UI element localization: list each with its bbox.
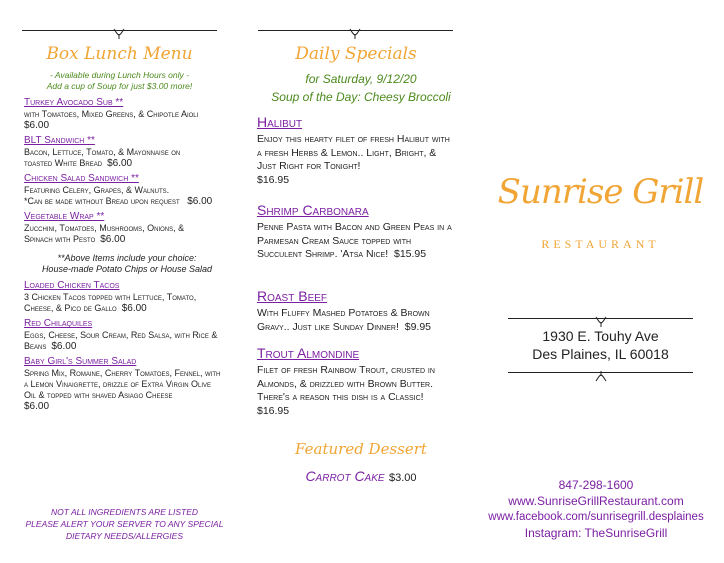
brand-logo: Sunrise Grill	[497, 172, 704, 212]
dish-desc: With Fluffy Mashed Potatoes & Brown Gravy.. Just like Sunday Dinner! $9.95	[257, 307, 432, 333]
allergy-line-1: NOT ALL INGREDIENTS ARE LISTED	[50, 507, 199, 517]
item-desc: Bacon, Lettuce, Tomato, & Mayonnaise on toasted White Bread $6.00	[24, 147, 181, 169]
flourish-icon	[348, 27, 362, 41]
dish-price: $16.95	[257, 173, 290, 186]
specials-date: for Saturday, 9/12/20	[305, 72, 417, 86]
dish-desc: Enjoy this hearty filet of fresh Halibut with a fresh Herbs & Lemon.. Light, Bright, & Just Right for Tonight!	[257, 133, 450, 172]
website-link[interactable]: www.SunriseGrillRestaurant.com	[508, 494, 684, 508]
dessert-line	[256, 468, 466, 486]
brand-tagline: RESTAURANT	[541, 237, 660, 251]
flourish-icon	[594, 315, 608, 329]
special-halibut	[257, 114, 457, 186]
special-trout-almondine	[257, 345, 457, 417]
box-lunch-title: Box Lunch Menu	[46, 44, 193, 64]
box-lunch-item-chicken-salad	[24, 173, 234, 207]
item-name: Loaded Chicken Tacos	[24, 280, 120, 291]
item-price: $6.00	[24, 401, 50, 412]
item-desc: with Tomatoes, Mixed Greens, & Chipotle Aioli	[24, 109, 199, 119]
item-desc: 3 Chicken Tacos topped with Lettuce, Tomato, Cheese, & Pico de Gallo $6.00	[24, 292, 197, 314]
box-lunch-item-turkey	[24, 97, 219, 131]
special-shrimp-carbonara	[257, 202, 457, 262]
specials-title: Daily Specials	[295, 44, 417, 64]
box-lunch-item-blt	[24, 135, 219, 169]
box-lunch-item-veg-wrap	[24, 211, 219, 245]
phone-number[interactable]: 847-298-1600	[558, 478, 634, 492]
dish-name: Shrimp Carbonara	[257, 202, 369, 218]
dish-desc: Filet of fresh Rainbow Trout, crusted in Almonds, & drizzled with Brown Butter. There's a reason this dish is a Classic!	[257, 364, 435, 403]
flourish-icon	[594, 369, 608, 383]
item-name: Turkey Avocado Sub **	[24, 97, 124, 108]
soup-of-day: Soup of the Day: Cheesy Broccoli	[271, 90, 451, 104]
dish-name: Halibut	[257, 114, 303, 130]
item-name: BLT Sandwich **	[24, 135, 95, 146]
address-line-2: Des Plaines, IL 60018	[532, 346, 669, 362]
dish-name: Trout Almondine	[257, 345, 360, 361]
item-price: $6.00	[24, 120, 50, 131]
dessert-title: Featured Dessert	[295, 440, 427, 458]
facebook-link[interactable]: www.facebook.com/sunrisegrill.desplaines	[488, 511, 704, 523]
instagram-handle[interactable]: Instagram: TheSunriseGrill	[524, 526, 668, 540]
item-name: Chicken Salad Sandwich **	[24, 173, 139, 184]
flourish-icon	[112, 27, 126, 41]
allergy-line-2: PLEASE ALERT YOUR SERVER TO ANY SPECIAL	[25, 519, 224, 529]
box-lunch-note-1: **Above Items include your choice:	[57, 253, 197, 263]
box-lunch-subtitle-1: - Available during Lunch Hours only -	[50, 70, 189, 80]
dessert-name: Carrot Cake	[305, 468, 385, 484]
dish-desc: Penne Pasta with Bacon and Green Peas in a Parmesan Cream Sauce topped with Succulent Shrimp. 'Atsa Nice! $15.95	[257, 221, 452, 260]
item-desc: Zucchini, Tomatoes, Mushrooms, Onions, & Spinach with Pesto $6.00	[24, 223, 185, 245]
item-name: Red Chilaquiles	[24, 318, 93, 329]
address-line-1: 1930 E. Touhy Ave	[542, 328, 659, 344]
box-lunch-subtitle-2: Add a cup of Soup for just $3.00 more!	[46, 81, 193, 91]
item-desc: Eggs, Cheese, Sour Cream, Red Salsa, with Rice & Beans $6.00	[24, 330, 218, 352]
special-roast-beef	[257, 288, 462, 334]
box-lunch-item-tacos	[24, 280, 219, 314]
item-name: Vegetable Wrap **	[24, 211, 105, 222]
item-name: Baby Girl's Summer Salad	[24, 356, 137, 367]
item-desc: Spring Mix, Romaine, Cherry Tomatoes, Fennel, with a Lemon Vinaigrette, drizzle of Extra Virgin Olive Oil & topped with shaved Asiago Cheese	[24, 368, 221, 400]
dish-price: $16.95	[257, 404, 290, 417]
allergy-line-3: DIETARY NEEDS/ALLERGIES	[66, 531, 183, 541]
box-lunch-item-chilaquiles	[24, 318, 224, 352]
dish-name: Roast Beef	[257, 288, 328, 304]
contact-block	[478, 477, 714, 541]
allergy-notice	[22, 506, 227, 542]
box-lunch-item-summer-salad	[24, 356, 222, 412]
item-desc-2: *Can be made without Bread upon request $6.00	[24, 196, 213, 207]
dessert-price: $3.00	[389, 472, 417, 484]
item-desc: Featuring Celery, Grapes, & Walnuts.	[24, 185, 170, 195]
box-lunch-note-2: House-made Potato Chips or House Salad	[41, 264, 213, 274]
